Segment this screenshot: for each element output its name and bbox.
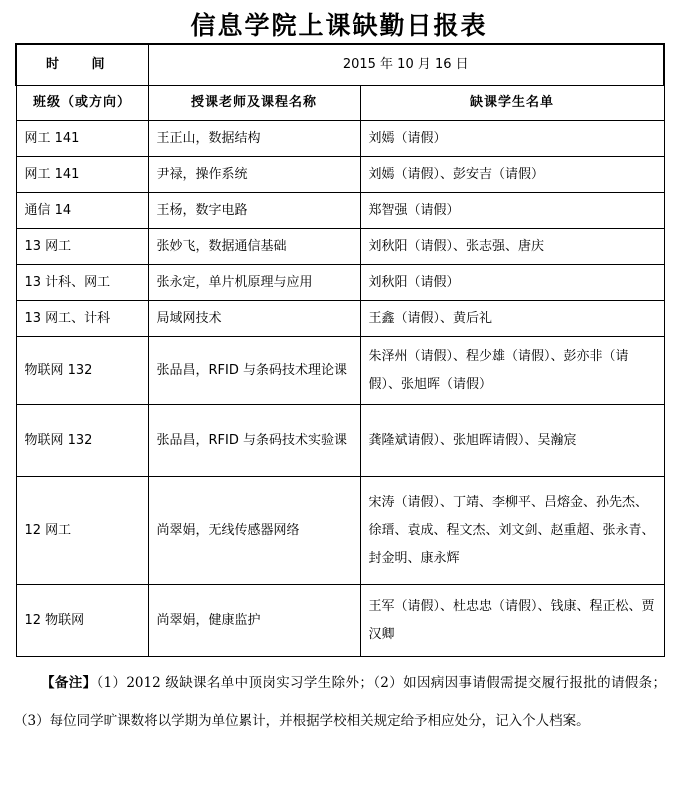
table-row [16, 405, 664, 477]
table-row [16, 265, 664, 301]
absence-report-table [15, 43, 665, 657]
header-absent: 缺课学生名单 [360, 86, 664, 121]
class-cell: 12 物联网 [16, 585, 148, 657]
header-row [16, 86, 664, 121]
absent-cell: 王军（请假）、杜忠忠（请假）、钱康、程正松、贾汉卿 [360, 585, 664, 657]
table-row [16, 229, 664, 265]
table-row [16, 193, 664, 229]
teacher-course-cell: 张永定，单片机原理与应用 [148, 265, 360, 301]
absent-cell: 朱泽州（请假）、程少雄（请假）、彭亦非（请假）、张旭晖（请假） [360, 337, 664, 405]
table-row [16, 337, 664, 405]
absent-cell: 王鑫（请假）、黄后礼 [360, 301, 664, 337]
header-teacher-course: 授课老师及课程名称 [148, 86, 360, 121]
class-cell: 物联网 132 [16, 337, 148, 405]
teacher-course-cell: 王杨，数字电路 [148, 193, 360, 229]
absent-cell: 刘嫣（请假）、彭安吉（请假） [360, 157, 664, 193]
teacher-course-cell: 张品昌，RFID 与条码技术理论课 [148, 337, 360, 405]
table-row [16, 477, 664, 585]
time-label: 时 间 [16, 44, 148, 86]
class-cell: 12 网工 [16, 477, 148, 585]
remarks [14, 664, 666, 740]
table-row [16, 301, 664, 337]
table-row [16, 121, 664, 157]
absent-cell: 刘秋阳（请假）、张志强、唐庆 [360, 229, 664, 265]
absent-cell: 宋涛（请假）、丁靖、李柳平、吕熔金、孙先杰、徐瑨、袁成、程文杰、刘文剑、赵重超、张永青、封金明、康永辉 [360, 477, 664, 585]
teacher-course-cell: 尚翠娟，健康监护 [148, 585, 360, 657]
teacher-course-cell: 尹禄，操作系统 [148, 157, 360, 193]
class-cell: 网工 141 [16, 121, 148, 157]
report-date: 2015 年 10 月 16 日 [148, 44, 664, 86]
class-cell: 通信 14 [16, 193, 148, 229]
time-row [16, 44, 664, 86]
teacher-course-cell: 尚翠娟，无线传感器网络 [148, 477, 360, 585]
absent-cell: 龚隆斌请假）、张旭晖请假）、吴瀚宸 [360, 405, 664, 477]
teacher-course-cell: 局域网技术 [148, 301, 360, 337]
absent-cell: 刘嫣（请假） [360, 121, 664, 157]
teacher-course-cell: 王正山，数据结构 [148, 121, 360, 157]
class-cell: 物联网 132 [16, 405, 148, 477]
class-cell: 网工 141 [16, 157, 148, 193]
teacher-course-cell: 张妙飞，数据通信基础 [148, 229, 360, 265]
table-row [16, 585, 664, 657]
table-row [16, 157, 664, 193]
class-cell: 13 计科、网工 [16, 265, 148, 301]
remarks-label: 【备注】 [41, 675, 97, 691]
remarks-text: （1）2012 级缺课名单中顶岗实习学生除外；（2）如因病因事请假需提交履行报批的请假条；（3）每位同学旷课数将以学期为单位累计，并根据学校相关规定给予相应处分，记入个人档案。 [14, 675, 667, 729]
teacher-course-cell: 张品昌，RFID 与条码技术实验课 [148, 405, 360, 477]
absent-cell: 郑智强（请假） [360, 193, 664, 229]
class-cell: 13 网工 [16, 229, 148, 265]
absent-cell: 刘秋阳（请假） [360, 265, 664, 301]
page-title: 信息学院上课缺勤日报表 [190, 11, 488, 40]
class-cell: 13 网工、计科 [16, 301, 148, 337]
header-class: 班级（或方向） [16, 86, 148, 121]
